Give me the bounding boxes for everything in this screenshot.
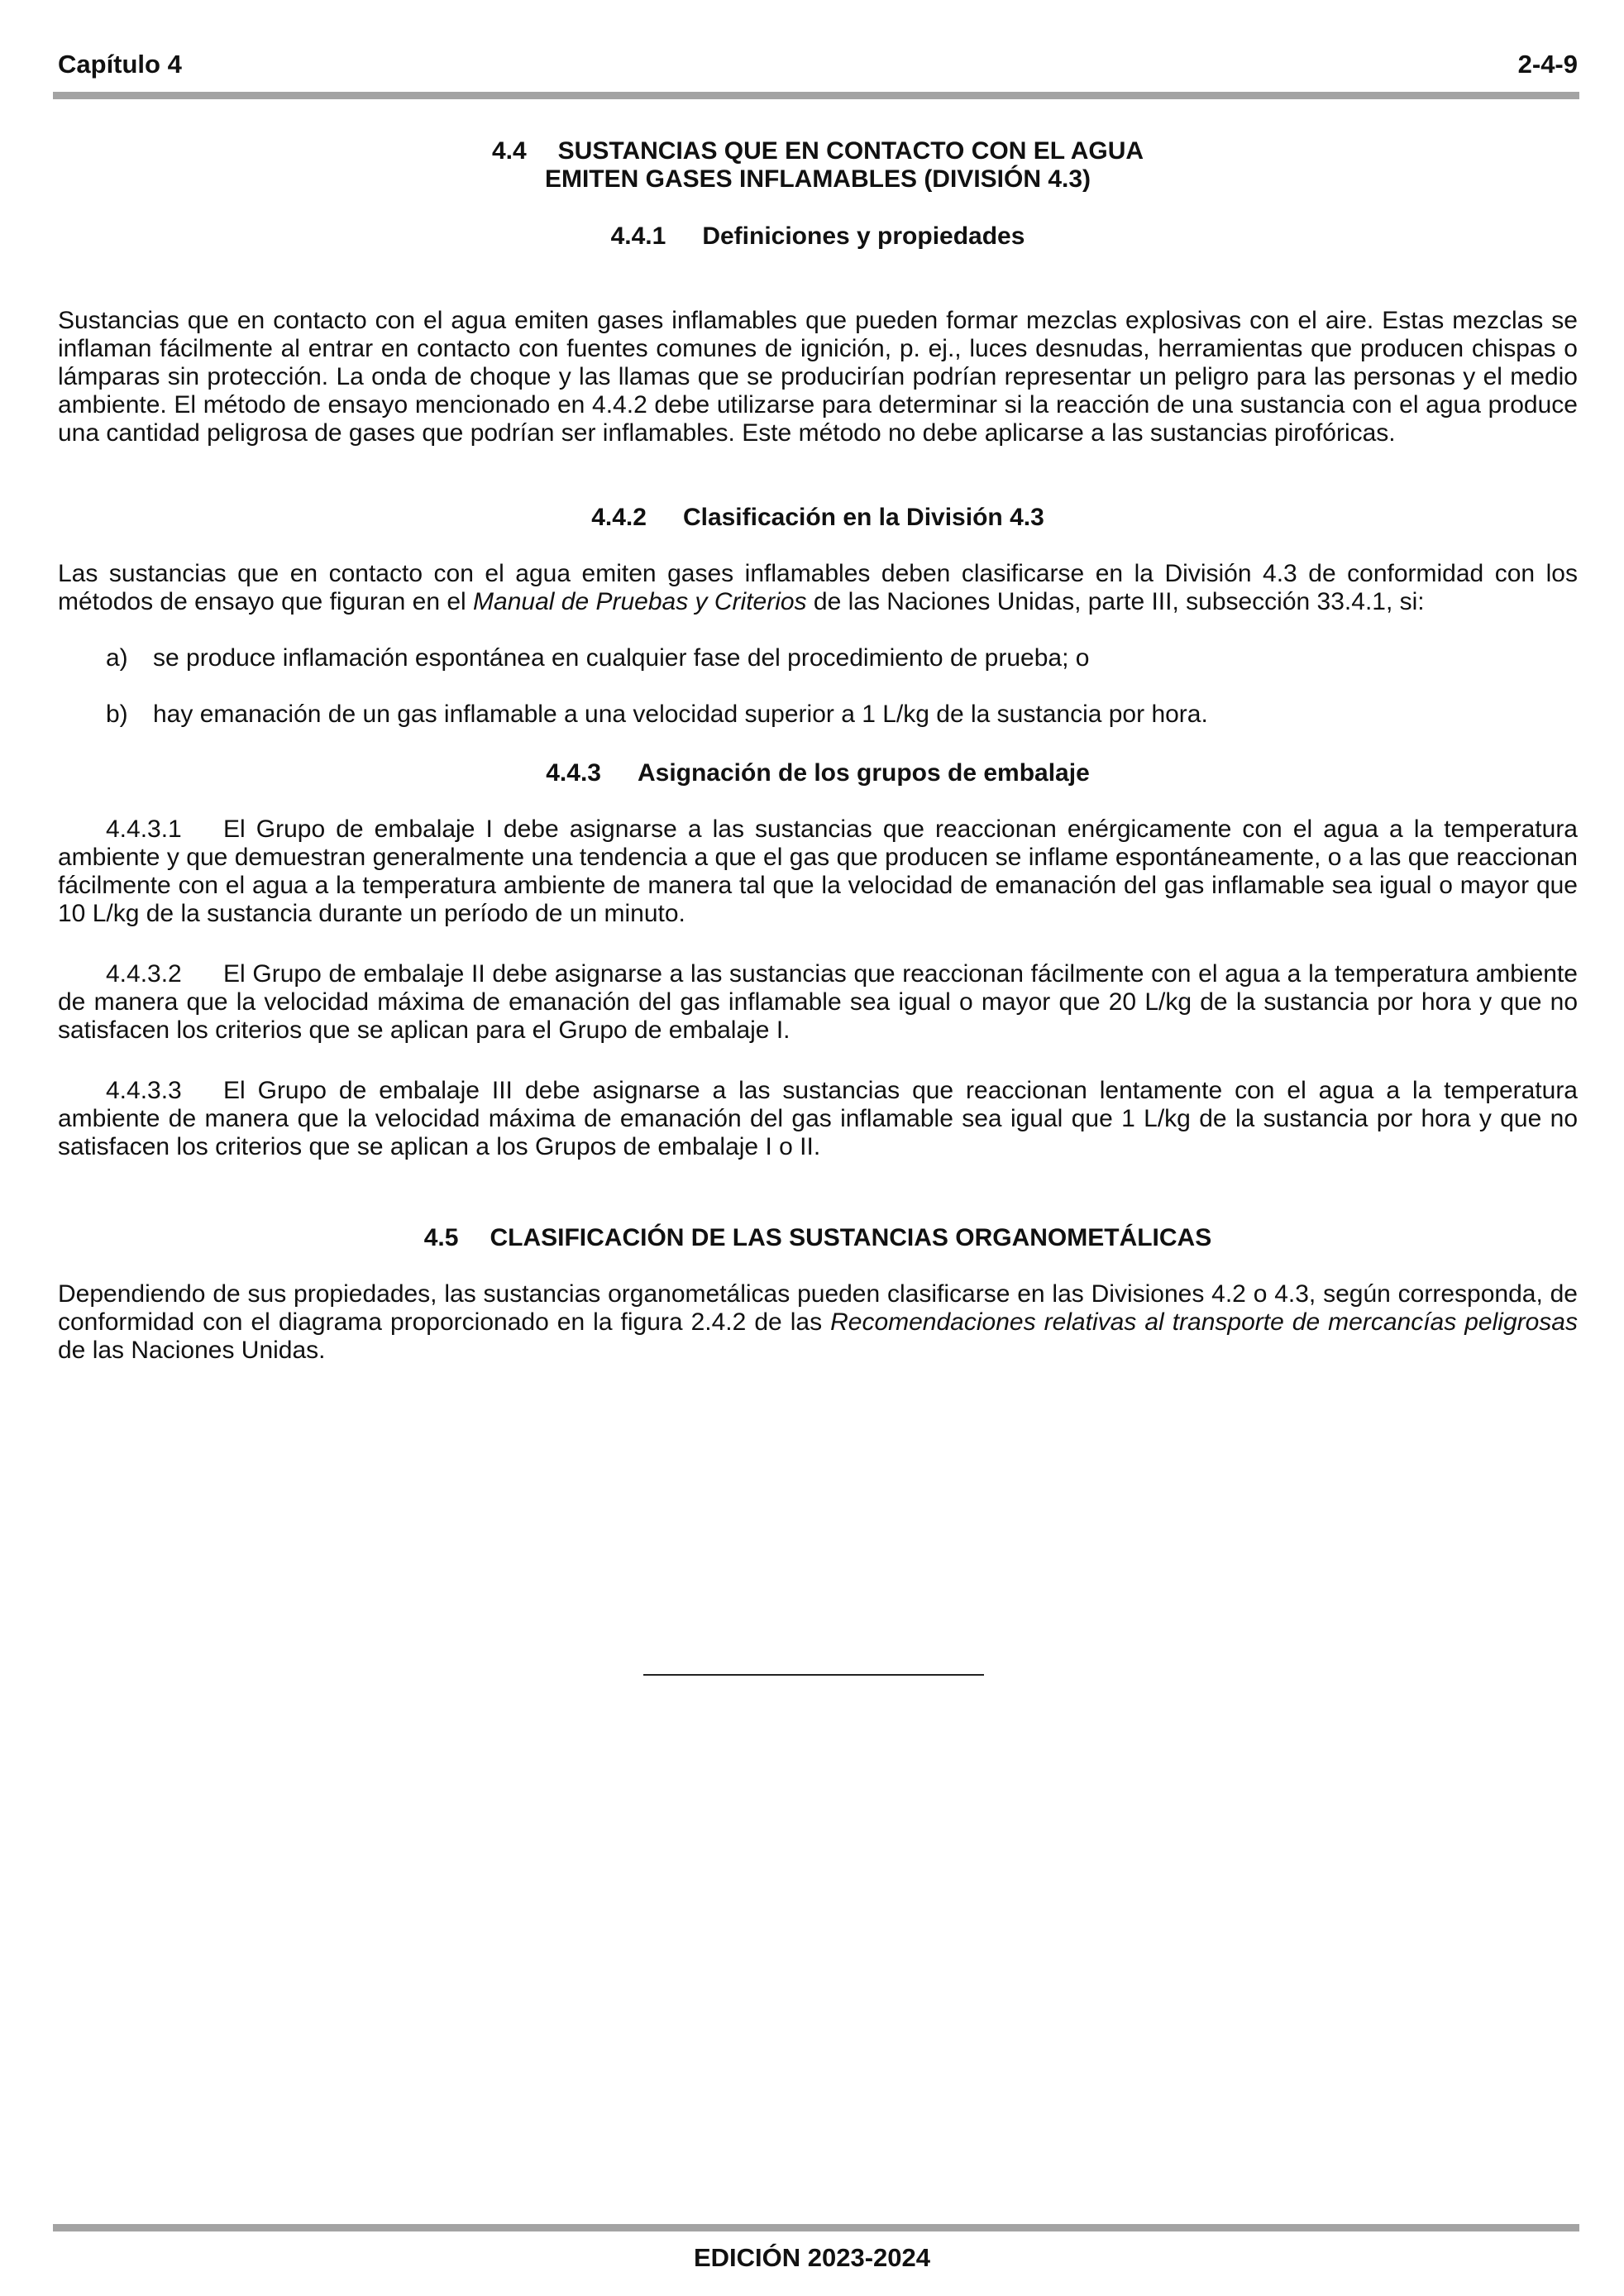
main-content [58, 137, 1578, 1365]
section-number: 4.5 [423, 1224, 459, 1251]
organometallic-paragraph [58, 1280, 1578, 1365]
section-title-line1: SUSTANCIAS QUE EN CONTACTO CON EL AGUA [557, 137, 1144, 165]
paragraph-text: El Grupo de embalaje II debe asignarse a las sustancias que reaccionan fácilmente con el agua a la temperatura ambiente de manera que la velocidad máxima de emanación del gas inflamable sea igual o mayor que 20 L/kg de la sustancia por hora y que no satisfacen los criterios que se aplican para el Grupo de embalaje I. [58, 960, 1578, 1044]
manual-title: Manual de Pruebas y Criterios [473, 588, 807, 615]
paragraph-number: 4.4.3.3 [106, 1077, 182, 1104]
edition-footer: EDICIÓN 2023-2024 [693, 2243, 931, 2272]
list-marker: a) [106, 644, 128, 672]
section-4-4-3-heading [58, 759, 1578, 787]
section-number: 4.4 [491, 137, 527, 165]
paragraph-text: El Grupo de embalaje I debe asignarse a las sustancias que reaccionan enérgicamente con el agua a la temperatura ambiente y que demuestran generalmente una tendencia a que el gas que producen se inflame espontáneamente, o a las que reaccionan fácilmente con el agua a la temperatura ambiente de manera tal que la velocidad de emanación del gas inflamable sea igual o mayor que 10 L/kg de la sustancia durante un período de un minuto. [58, 816, 1578, 927]
intro-text-2: de las Naciones Unidas, parte III, subsección 33.4.1, si: [806, 588, 1425, 615]
section-number: 4.4.1 [610, 222, 666, 250]
section-4-5-heading [58, 1224, 1578, 1252]
organometallic-text-1: Dependiendo de sus propiedades, las sustancias organometálicas pueden clasificarse en las Divisiones 4.2 o 4.3, según corresponda, de conformidad con el diagrama proporcionado en la figura 2.4.2 de las [58, 1280, 1578, 1336]
list-marker: b) [106, 701, 128, 728]
list-item-text: hay emanación de un gas inflamable a una velocidad superior a 1 L/kg de la sustancia por hora. [153, 701, 1208, 728]
section-title: CLASIFICACIÓN DE LAS SUSTANCIAS ORGANOMETÁLICAS [490, 1224, 1212, 1251]
section-title-line2: EMITEN GASES INFLAMABLES (DIVISIÓN 4.3) [544, 165, 1091, 193]
chapter-label: Capítulo 4 [58, 50, 182, 79]
packing-group-paragraph [58, 960, 1578, 1045]
section-title: Clasificación en la División 4.3 [682, 504, 1044, 531]
section-title: Definiciones y propiedades [702, 222, 1025, 250]
paragraph-number: 4.4.3.1 [106, 816, 182, 843]
paragraph-number: 4.4.3.2 [106, 960, 182, 988]
list-item-text: se produce inflamación espontánea en cualquier fase del procedimiento de prueba; o [153, 644, 1090, 672]
packing-group-paragraph [58, 1077, 1578, 1161]
header-rule [53, 92, 1579, 99]
definitions-paragraph: Sustancias que en contacto con el agua emiten gases inflamables que pueden formar mezclas explosivas con el aire. Estas mezclas se inflaman fácilmente al entrar en contacto con fuentes comunes de ignición, p. ej., luces desnudas, herramientas que producen chispas o lámparas sin protección. La onda de choque y las llamas que se producirían podrían representar un peligro para las personas y el medio ambiente. El método de ensayo mencionado en 4.4.2 debe utilizarse para determinar si la reacción de una sustancia con el agua produce una cantidad peligrosa de gases que podrían ser inflamables. Este método no debe aplicarse a las sustancias pirofóricas. [58, 307, 1578, 447]
recommendations-title: Recomendaciones relativas al transporte de mercancías peligrosas [830, 1308, 1578, 1336]
section-number: 4.4.2 [591, 504, 647, 531]
section-number: 4.4.3 [546, 759, 601, 787]
organometallic-text-2: de las Naciones Unidas. [58, 1337, 326, 1364]
list-item [58, 644, 1578, 672]
paragraph-text: El Grupo de embalaje III debe asignarse a las sustancias que reaccionan lentamente con el agua a la temperatura ambiente de manera que la velocidad máxima de emanación del gas inflamable sea igual que 1 L/kg de la sustancia por hora y que no satisfacen los criterios que se aplican a los Grupos de embalaje I o II. [58, 1077, 1578, 1160]
section-4-4-1-heading [58, 222, 1578, 251]
page-number: 2-4-9 [1517, 50, 1578, 79]
section-4-4-heading [58, 137, 1578, 194]
section-4-4-2-heading [58, 504, 1578, 532]
classification-intro [58, 560, 1578, 616]
running-header [58, 50, 1578, 89]
list-item [58, 701, 1578, 729]
intro-text-1: Las sustancias que en contacto con el agua emiten gases inflamables deben clasificarse en la División 4.3 de conformidad con los métodos de ensayo que figuran en el [58, 560, 1578, 615]
section-title: Asignación de los grupos de embalaje [637, 759, 1090, 787]
packing-group-paragraph [58, 816, 1578, 928]
end-of-text-rule [643, 1674, 984, 1676]
footer-rule [53, 2224, 1579, 2231]
